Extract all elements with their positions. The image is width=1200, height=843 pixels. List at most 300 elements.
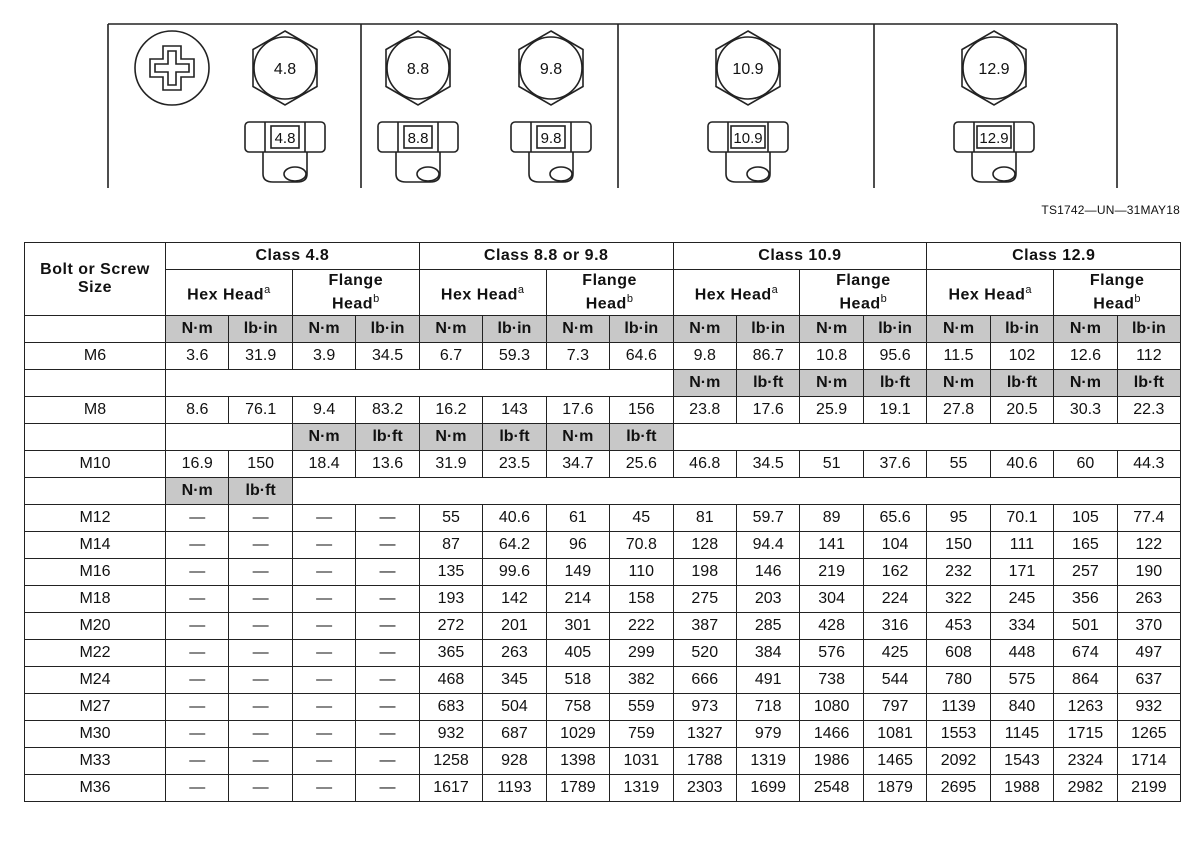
torque-value-cell: 356 (1054, 586, 1117, 613)
torque-value-cell: 34.5 (736, 451, 799, 478)
torque-value-cell: 23.5 (483, 451, 546, 478)
torque-value-cell: 81 (673, 505, 736, 532)
torque-value-cell: 1986 (800, 748, 863, 775)
unit-cell: lb·ft (736, 370, 799, 397)
torque-value-cell: 65.6 (863, 505, 926, 532)
torque-value-cell: 219 (800, 559, 863, 586)
torque-value-cell: 51 (800, 451, 863, 478)
bolt-side-mark: 4.8 (274, 130, 296, 147)
bolt-size-cell: M36 (25, 775, 166, 802)
table-row (25, 243, 1181, 270)
unit-cell: N·m (927, 370, 990, 397)
torque-value-cell: 425 (863, 640, 926, 667)
table-row (25, 694, 1181, 721)
torque-value-cell: 9.8 (673, 343, 736, 370)
torque-value-cell: 44.3 (1117, 451, 1180, 478)
torque-value-cell: 285 (736, 613, 799, 640)
bolt-side-mark: 8.8 (407, 130, 429, 147)
torque-value-cell: 40.6 (483, 505, 546, 532)
torque-value-cell: 797 (863, 694, 926, 721)
unit-cell: lb·in (1117, 316, 1180, 343)
torque-value-cell: 1080 (800, 694, 863, 721)
bolt-size-cell: M20 (25, 613, 166, 640)
torque-value-cell: — (292, 505, 355, 532)
torque-value-cell: 83.2 (356, 397, 419, 424)
torque-value-cell: 758 (546, 694, 609, 721)
torque-value-cell: 30.3 (1054, 397, 1117, 424)
torque-value-cell: — (292, 667, 355, 694)
torque-value-cell: 142 (483, 586, 546, 613)
unit-cell: N·m (292, 424, 355, 451)
torque-value-cell: 110 (610, 559, 673, 586)
torque-value-cell: 674 (1054, 640, 1117, 667)
table-row (25, 451, 1181, 478)
torque-value-cell: — (166, 586, 229, 613)
torque-value-cell: 135 (419, 559, 482, 586)
torque-value-cell: 156 (610, 397, 673, 424)
torque-value-cell: — (166, 667, 229, 694)
torque-value-cell: 17.6 (736, 397, 799, 424)
torque-value-cell: 224 (863, 586, 926, 613)
torque-value-cell: 7.3 (546, 343, 609, 370)
torque-value-cell: 1081 (863, 721, 926, 748)
torque-value-cell: 405 (546, 640, 609, 667)
bolt-side-mark: 9.8 (540, 130, 562, 147)
torque-value-cell: — (356, 586, 419, 613)
torque-value-cell: 102 (990, 343, 1053, 370)
hex-head-header: Hex Head$^a$ (927, 270, 1054, 316)
torque-value-cell: 1714 (1117, 748, 1180, 775)
bolt-side-mark: 12.9 (979, 130, 1009, 147)
hex-head-header: Hex Head$^a$ (673, 270, 800, 316)
torque-value-cell: 46.8 (673, 451, 736, 478)
torque-value-cell: — (229, 586, 292, 613)
torque-value-cell: 171 (990, 559, 1053, 586)
table-row (25, 478, 1181, 505)
torque-value-cell: 76.1 (229, 397, 292, 424)
torque-value-cell: — (356, 721, 419, 748)
torque-value-cell: 979 (736, 721, 799, 748)
torque-value-cell: — (229, 694, 292, 721)
class-header: Class 8.8 or 9.8 (419, 243, 673, 270)
flange-head-header: Flange Head$^b$ (546, 270, 673, 316)
torque-value-cell: 666 (673, 667, 736, 694)
torque-value-cell: 111 (990, 532, 1053, 559)
bolt-size-cell: M27 (25, 694, 166, 721)
unit-cell: lb·in (483, 316, 546, 343)
torque-value-cell: 34.5 (356, 343, 419, 370)
unit-cell: lb·ft (229, 478, 292, 505)
torque-value-cell: 34.7 (546, 451, 609, 478)
table-row (25, 397, 1181, 424)
unit-cell: lb·in (863, 316, 926, 343)
table-row (25, 316, 1181, 343)
torque-value-cell: — (292, 559, 355, 586)
torque-value-cell: — (356, 775, 419, 802)
torque-value-cell: — (356, 640, 419, 667)
torque-value-cell: — (166, 775, 229, 802)
spacer-cell (673, 424, 1181, 451)
spacer-cell (25, 316, 166, 343)
torque-value-cell: 559 (610, 694, 673, 721)
torque-value-cell: 637 (1117, 667, 1180, 694)
torque-value-cell: 77.4 (1117, 505, 1180, 532)
torque-value-cell: 864 (1054, 667, 1117, 694)
figure-code: TS1742—UN—31MAY18 (1041, 203, 1180, 217)
torque-value-cell: 301 (546, 613, 609, 640)
bolt-8-8 (378, 31, 458, 182)
unit-cell: N·m (800, 316, 863, 343)
class-header: Class 4.8 (166, 243, 420, 270)
torque-value-cell: 45 (610, 505, 673, 532)
metric-symbol-icon (135, 31, 209, 105)
unit-cell: N·m (1054, 370, 1117, 397)
torque-value-cell: 384 (736, 640, 799, 667)
unit-cell: N·m (673, 316, 736, 343)
unit-cell: N·m (419, 316, 482, 343)
torque-value-cell: 1319 (610, 775, 673, 802)
torque-value-cell: 31.9 (229, 343, 292, 370)
bolt-4-8 (245, 31, 325, 182)
torque-value-cell: 322 (927, 586, 990, 613)
torque-value-cell: 365 (419, 640, 482, 667)
table-row (25, 613, 1181, 640)
unit-cell: N·m (927, 316, 990, 343)
torque-value-cell: 1543 (990, 748, 1053, 775)
size-header: Bolt or Screw Size (25, 243, 166, 316)
unit-cell: N·m (1054, 316, 1117, 343)
torque-value-cell: — (356, 667, 419, 694)
torque-value-cell: 2695 (927, 775, 990, 802)
torque-value-cell: 718 (736, 694, 799, 721)
torque-value-cell: 150 (229, 451, 292, 478)
torque-value-cell: 16.2 (419, 397, 482, 424)
torque-value-cell: 146 (736, 559, 799, 586)
spacer-cell (166, 424, 293, 451)
bolt-head-markings-diagram (0, 0, 1200, 200)
torque-value-cell: 22.3 (1117, 397, 1180, 424)
torque-value-cell: 738 (800, 667, 863, 694)
bolt-side-mark: 10.9 (733, 130, 763, 147)
torque-value-cell: 12.6 (1054, 343, 1117, 370)
table-row (25, 270, 1181, 316)
table-row (25, 640, 1181, 667)
torque-value-cell: — (166, 721, 229, 748)
torque-value-cell: 96 (546, 532, 609, 559)
torque-value-cell: 245 (990, 586, 1053, 613)
torque-value-cell: — (292, 640, 355, 667)
torque-value-cell: 190 (1117, 559, 1180, 586)
torque-value-cell: 263 (1117, 586, 1180, 613)
torque-value-cell: 19.1 (863, 397, 926, 424)
unit-cell: lb·ft (1117, 370, 1180, 397)
torque-value-cell: 1258 (419, 748, 482, 775)
spacer-cell (292, 478, 1180, 505)
table-row (25, 343, 1181, 370)
table-row (25, 775, 1181, 802)
unit-cell: N·m (546, 424, 609, 451)
bolt-size-cell: M14 (25, 532, 166, 559)
torque-value-cell: 334 (990, 613, 1053, 640)
torque-value-cell: 491 (736, 667, 799, 694)
torque-value-cell: 3.9 (292, 343, 355, 370)
torque-value-cell: 272 (419, 613, 482, 640)
torque-value-cell: 150 (927, 532, 990, 559)
torque-value-cell: 201 (483, 613, 546, 640)
hex-head-header: Hex Head$^a$ (166, 270, 293, 316)
bolt-size-cell: M16 (25, 559, 166, 586)
spacer-cell (25, 424, 166, 451)
flange-head-header: Flange Head$^b$ (800, 270, 927, 316)
torque-value-cell: 94.4 (736, 532, 799, 559)
torque-value-cell: 55 (419, 505, 482, 532)
torque-value-cell: — (292, 721, 355, 748)
torque-value-cell: 86.7 (736, 343, 799, 370)
class-header: Class 10.9 (673, 243, 927, 270)
bolt-10-9 (708, 31, 788, 182)
unit-cell: lb·in (610, 316, 673, 343)
torque-value-cell: 2303 (673, 775, 736, 802)
torque-value-cell: 2548 (800, 775, 863, 802)
torque-value-cell: 504 (483, 694, 546, 721)
torque-value-cell: 1465 (863, 748, 926, 775)
table-row (25, 559, 1181, 586)
torque-value-cell: 840 (990, 694, 1053, 721)
torque-value-cell: 193 (419, 586, 482, 613)
torque-value-cell: 1789 (546, 775, 609, 802)
torque-value-cell: 222 (610, 613, 673, 640)
torque-value-cell: 973 (673, 694, 736, 721)
table-row (25, 667, 1181, 694)
torque-value-cell: 448 (990, 640, 1053, 667)
torque-value-cell: 1265 (1117, 721, 1180, 748)
torque-value-cell: 165 (1054, 532, 1117, 559)
torque-value-cell: — (229, 748, 292, 775)
table-row (25, 586, 1181, 613)
torque-value-cell: 18.4 (292, 451, 355, 478)
torque-value-cell: 162 (863, 559, 926, 586)
torque-value-cell: — (166, 694, 229, 721)
torque-value-cell: 11.5 (927, 343, 990, 370)
torque-value-cell: 1263 (1054, 694, 1117, 721)
torque-value-cell: 1553 (927, 721, 990, 748)
torque-value-cell: 497 (1117, 640, 1180, 667)
torque-value-cell: 37.6 (863, 451, 926, 478)
torque-value-cell: — (229, 532, 292, 559)
torque-value-cell: 143 (483, 397, 546, 424)
torque-value-cell: — (292, 532, 355, 559)
torque-value-cell: 501 (1054, 613, 1117, 640)
torque-value-cell: 2199 (1117, 775, 1180, 802)
torque-value-cell: 141 (800, 532, 863, 559)
unit-cell: lb·in (990, 316, 1053, 343)
torque-value-cell: — (356, 532, 419, 559)
torque-value-cell: 87 (419, 532, 482, 559)
torque-value-cell: 1988 (990, 775, 1053, 802)
unit-cell: N·m (292, 316, 355, 343)
bolt-size-cell: M18 (25, 586, 166, 613)
torque-value-cell: 59.3 (483, 343, 546, 370)
torque-value-cell: — (292, 748, 355, 775)
table-row (25, 424, 1181, 451)
torque-value-cell: 25.9 (800, 397, 863, 424)
flange-head-header: Flange Head$^b$ (292, 270, 419, 316)
unit-cell: lb·in (356, 316, 419, 343)
torque-value-cell: 23.8 (673, 397, 736, 424)
hex-head-header: Hex Head$^a$ (419, 270, 546, 316)
torque-value-cell: 370 (1117, 613, 1180, 640)
torque-value-cell: 608 (927, 640, 990, 667)
torque-value-cell: 520 (673, 640, 736, 667)
bolt-head-mark: 9.8 (539, 61, 563, 78)
bolt-size-cell: M30 (25, 721, 166, 748)
torque-value-cell: — (229, 505, 292, 532)
torque-value-cell: 932 (1117, 694, 1180, 721)
bolt-9-8 (511, 31, 591, 182)
torque-value-cell: 263 (483, 640, 546, 667)
torque-value-cell: 544 (863, 667, 926, 694)
torque-value-cell: 257 (1054, 559, 1117, 586)
spacer-cell (25, 370, 166, 397)
unit-cell: N·m (673, 370, 736, 397)
torque-value-cell: 232 (927, 559, 990, 586)
torque-value-cell: 13.6 (356, 451, 419, 478)
torque-value-cell: 99.6 (483, 559, 546, 586)
torque-value-cell: 16.9 (166, 451, 229, 478)
torque-value-cell: — (166, 640, 229, 667)
torque-value-cell: 759 (610, 721, 673, 748)
torque-value-cell: 1327 (673, 721, 736, 748)
table-row (25, 748, 1181, 775)
torque-value-cell: — (166, 748, 229, 775)
torque-value-cell: 1031 (610, 748, 673, 775)
torque-value-cell: 203 (736, 586, 799, 613)
table-row (25, 505, 1181, 532)
torque-value-cell: — (356, 505, 419, 532)
torque-value-cell: — (166, 559, 229, 586)
torque-value-cell: 95 (927, 505, 990, 532)
torque-value-cell: 928 (483, 748, 546, 775)
torque-value-cell: 1193 (483, 775, 546, 802)
torque-value-cell: — (229, 775, 292, 802)
torque-value-cell: 9.4 (292, 397, 355, 424)
torque-value-cell: 428 (800, 613, 863, 640)
bolt-size-cell: M24 (25, 667, 166, 694)
torque-value-cell: 104 (863, 532, 926, 559)
unit-cell: N·m (546, 316, 609, 343)
unit-cell: lb·ft (610, 424, 673, 451)
torque-value-cell: — (292, 694, 355, 721)
unit-cell: N·m (419, 424, 482, 451)
torque-value-cell: — (229, 559, 292, 586)
torque-value-cell: — (292, 775, 355, 802)
unit-cell: lb·in (229, 316, 292, 343)
unit-cell: lb·ft (483, 424, 546, 451)
torque-value-cell: 3.6 (166, 343, 229, 370)
torque-value-cell: 518 (546, 667, 609, 694)
bolt-head-mark: 4.8 (273, 61, 297, 78)
torque-value-cell: — (166, 532, 229, 559)
unit-cell: lb·ft (990, 370, 1053, 397)
bolt-12-9 (954, 31, 1034, 182)
torque-value-cell: 1319 (736, 748, 799, 775)
torque-value-cell: 316 (863, 613, 926, 640)
unit-cell: lb·ft (356, 424, 419, 451)
table-row (25, 532, 1181, 559)
flange-head-header: Flange Head$^b$ (1054, 270, 1181, 316)
torque-value-cell: 198 (673, 559, 736, 586)
torque-value-cell: 6.7 (419, 343, 482, 370)
class-header: Class 12.9 (927, 243, 1181, 270)
torque-value-cell: 10.8 (800, 343, 863, 370)
torque-value-cell: — (229, 721, 292, 748)
torque-value-cell: 64.2 (483, 532, 546, 559)
torque-value-cell: — (166, 505, 229, 532)
torque-value-cell: 2092 (927, 748, 990, 775)
torque-value-cell: 275 (673, 586, 736, 613)
torque-value-cell: 27.8 (927, 397, 990, 424)
torque-value-cell: 1879 (863, 775, 926, 802)
torque-value-cell: — (166, 613, 229, 640)
torque-value-cell: 1139 (927, 694, 990, 721)
torque-value-cell: 1466 (800, 721, 863, 748)
torque-value-cell: — (229, 613, 292, 640)
torque-value-cell: 128 (673, 532, 736, 559)
torque-value-cell: 576 (800, 640, 863, 667)
unit-cell: N·m (800, 370, 863, 397)
torque-value-cell: 1788 (673, 748, 736, 775)
torque-value-cell: — (292, 613, 355, 640)
bolt-size-cell: M6 (25, 343, 166, 370)
bolt-size-cell: M22 (25, 640, 166, 667)
torque-value-cell: — (356, 613, 419, 640)
table-row (25, 721, 1181, 748)
torque-value-cell: 25.6 (610, 451, 673, 478)
torque-value-cell: 17.6 (546, 397, 609, 424)
torque-value-cell: 2324 (1054, 748, 1117, 775)
torque-value-cell: — (229, 640, 292, 667)
torque-value-cell: — (356, 694, 419, 721)
torque-value-cell: 20.5 (990, 397, 1053, 424)
unit-cell: N·m (166, 478, 229, 505)
torque-value-cell: 2982 (1054, 775, 1117, 802)
torque-value-cell: 575 (990, 667, 1053, 694)
torque-value-cell: 1699 (736, 775, 799, 802)
torque-value-cell: 687 (483, 721, 546, 748)
torque-value-cell: 932 (419, 721, 482, 748)
spacer-cell (25, 478, 166, 505)
torque-value-cell: 214 (546, 586, 609, 613)
torque-value-cell: 59.7 (736, 505, 799, 532)
torque-value-cell: 780 (927, 667, 990, 694)
torque-value-cell: — (292, 586, 355, 613)
torque-value-cell: 89 (800, 505, 863, 532)
torque-value-cell: 1029 (546, 721, 609, 748)
torque-value-cell: 345 (483, 667, 546, 694)
torque-value-cell: 683 (419, 694, 482, 721)
torque-value-cell: 70.1 (990, 505, 1053, 532)
torque-value-cell: 468 (419, 667, 482, 694)
torque-value-cell: 95.6 (863, 343, 926, 370)
bolt-size-cell: M8 (25, 397, 166, 424)
torque-value-cell: 105 (1054, 505, 1117, 532)
unit-cell: lb·in (736, 316, 799, 343)
torque-value-cell: — (229, 667, 292, 694)
torque-value-cell: 149 (546, 559, 609, 586)
unit-cell: lb·ft (863, 370, 926, 397)
torque-value-cell: 158 (610, 586, 673, 613)
torque-value-cell: — (356, 559, 419, 586)
